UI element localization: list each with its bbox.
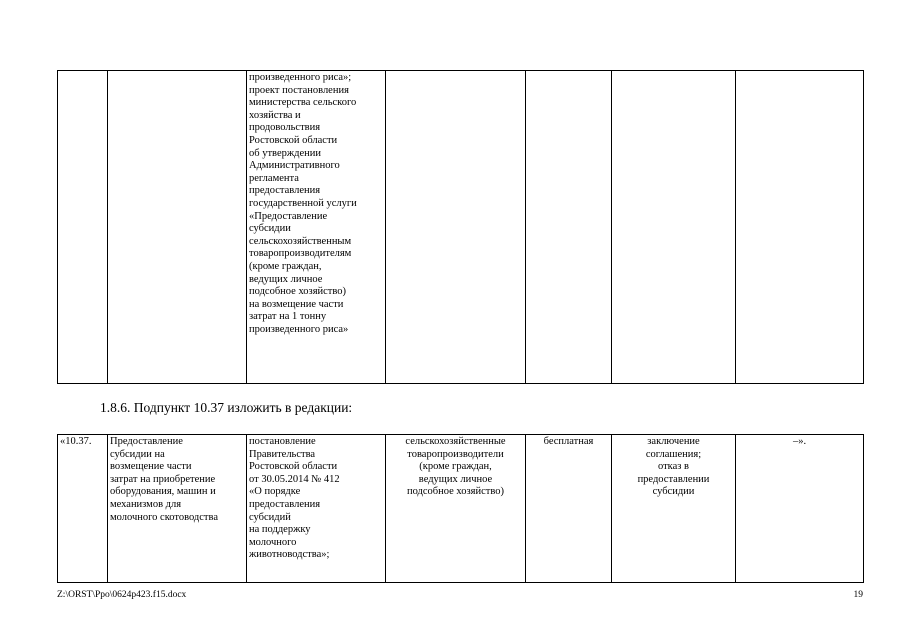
cell-recipients [386, 71, 526, 384]
cell-fee: бесплатная [526, 435, 612, 583]
cell-number: «10.37. [58, 435, 108, 583]
footer-file-path: Z:\ORST\Ppo\0624p423.f15.docx [57, 590, 187, 600]
cell-number [58, 71, 108, 384]
cell-result [612, 71, 736, 384]
page-number: 19 [853, 590, 863, 600]
table-row [58, 435, 864, 583]
amendment-table [57, 434, 864, 583]
cell-legal-basis: постановление Правительства Ростовской области от 30.05.2014 № 412 «О порядке предоставления субсидий на поддержку молочного животноводства»; [247, 435, 386, 583]
section-heading: 1.8.6. Подпункт 10.37 изложить в редакции: [100, 400, 353, 415]
table-row [58, 71, 864, 384]
cell-legal-basis: произведенного риса»; проект постановления министерства сельского хозяйства и продовольствия Ростовской области об утверждении Административного регламента предоставления государственной услуги «Предоставление субсидии сельскохозяйственным товаропроизводителям (кроме граждан, ведущих личное подсобное хозяйство) на возмещение части затрат на 1 тонну произведенного риса» [247, 71, 386, 384]
cell-result: заключение соглашения; отказ в предоставлении субсидии [612, 435, 736, 583]
cell-service-name [108, 71, 247, 384]
cell-fee [526, 71, 612, 384]
continuation-table [57, 70, 864, 384]
cell-notes [736, 71, 864, 384]
cell-notes: –». [736, 435, 864, 583]
cell-recipients: сельскохозяйственные товаропроизводители (кроме граждан, ведущих личное подсобное хозяйство) [386, 435, 526, 583]
cell-service-name: Предоставление субсидии на возмещение части затрат на приобретение оборудования, машин и механизмов для молочного скотоводства [108, 435, 247, 583]
